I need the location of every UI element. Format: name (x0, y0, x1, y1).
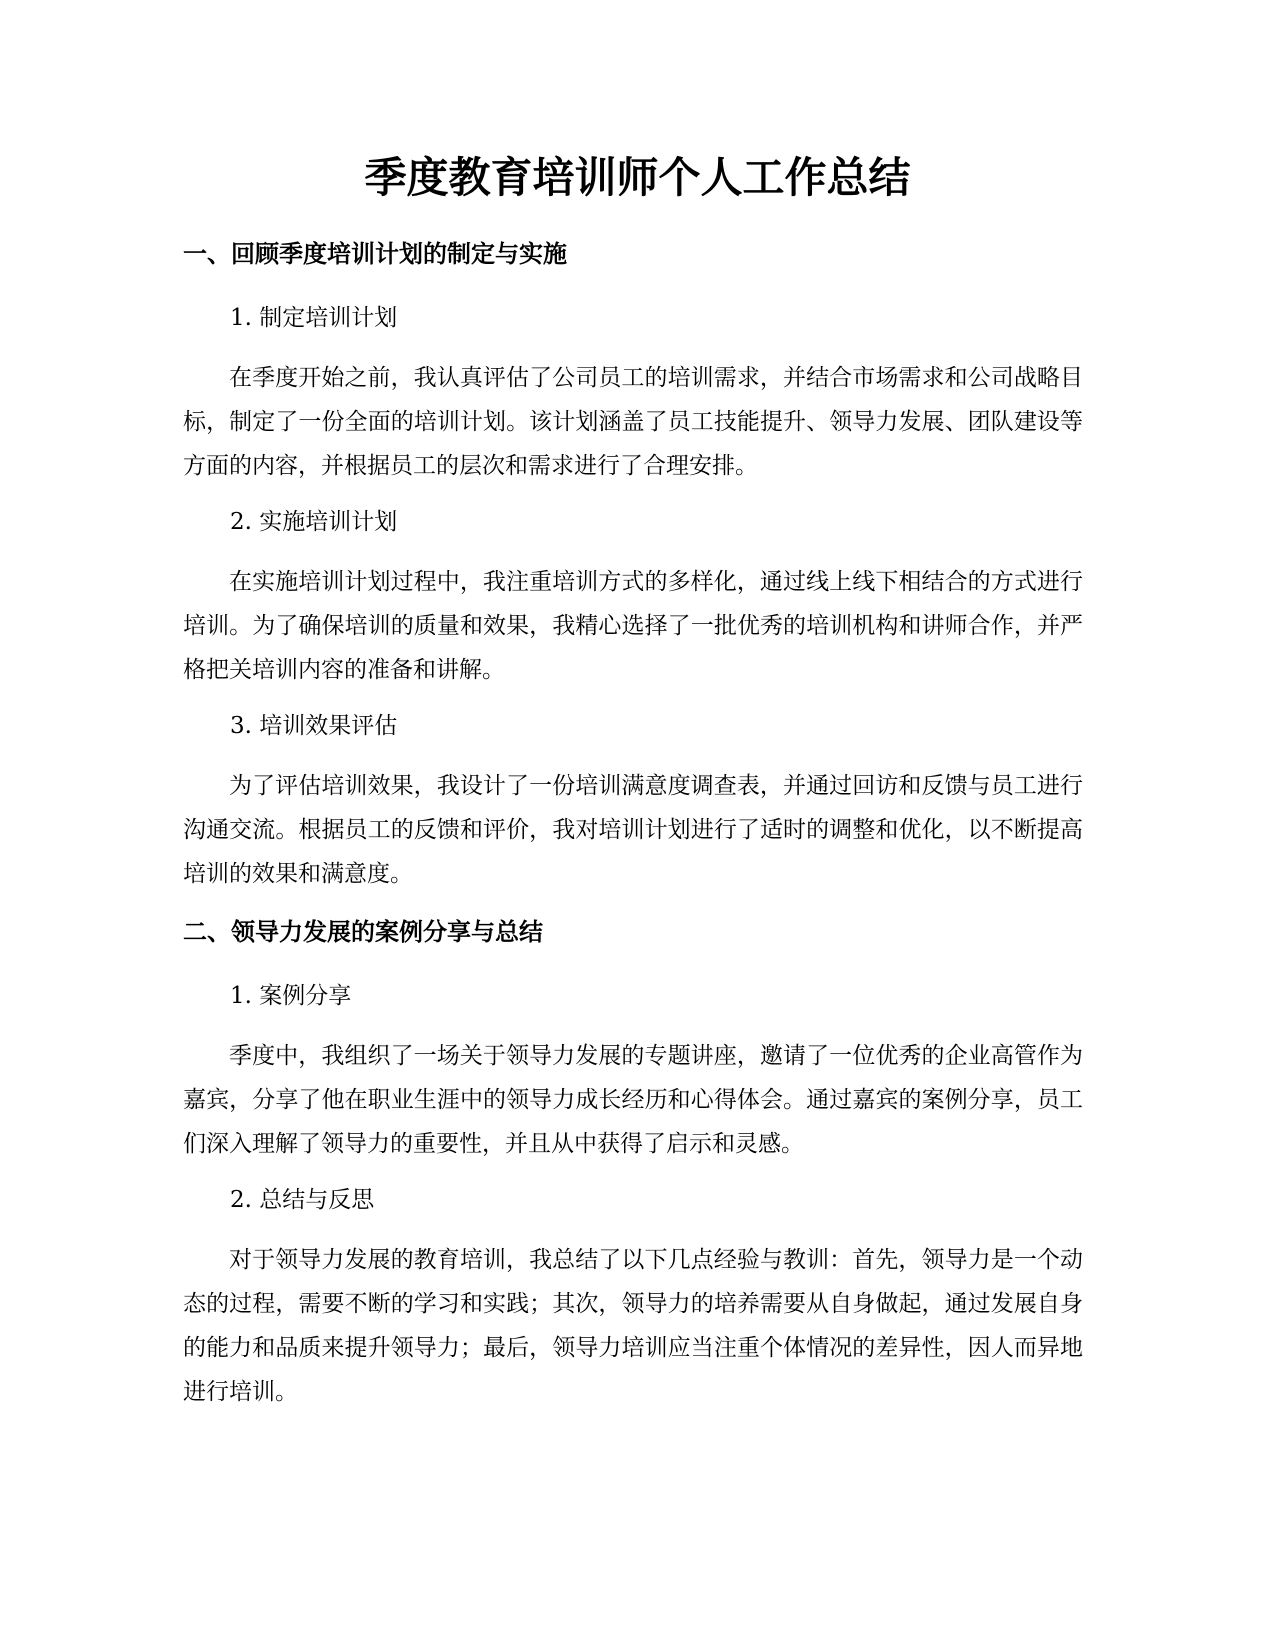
subheading-1-3: 3. 培训效果评估 (230, 713, 398, 739)
paragraph-1-1: 在季度开始之前，我认真评估了公司员工的培训需求，并结合市场需求和公司战略目标，制定了一份全面的培训计划。该计划涵盖了员工技能提升、领导力发展、团队建设等方面的内容，并根据员工的层次和需求进行了合理安排。 (183, 365, 1083, 479)
section-heading-2: 二、领导力发展的案例分享与总结 (183, 918, 543, 946)
subheading-2-1: 1. 案例分享 (230, 983, 352, 1009)
subheading-2-2: 2. 总结与反思 (230, 1187, 375, 1213)
paragraph-2-2: 对于领导力发展的教育培训，我总结了以下几点经验与教训：首先，领导力是一个动态的过程，需要不断的学习和实践；其次，领导力的培养需要从自身做起，通过发展自身的能力和品质来提升领导力；最后，领导力培训应当注重个体情况的差异性，因人而异地进行培训。 (183, 1247, 1083, 1405)
document-title: 季度教育培训师个人工作总结 (364, 153, 911, 202)
paragraph-1-2: 在实施培训计划过程中，我注重培训方式的多样化，通过线上线下相结合的方式进行培训。为了确保培训的质量和效果，我精心选择了一批优秀的培训机构和讲师合作，并严格把关培训内容的准备和讲解。 (183, 569, 1083, 683)
subheading-1-1: 1. 制定培训计划 (230, 305, 398, 331)
paragraph-2-1: 季度中，我组织了一场关于领导力发展的专题讲座，邀请了一位优秀的企业高管作为嘉宾，分享了他在职业生涯中的领导力成长经历和心得体会。通过嘉宾的案例分享，员工们深入理解了领导力的重要性，并且从中获得了启示和灵感。 (183, 1043, 1083, 1157)
section-heading-1: 一、回顾季度培训计划的制定与实施 (183, 240, 567, 268)
paragraph-1-3: 为了评估培训效果，我设计了一份培训满意度调查表，并通过回访和反馈与员工进行沟通交流。根据员工的反馈和评价，我对培训计划进行了适时的调整和优化，以不断提高培训的效果和满意度。 (183, 773, 1083, 887)
subheading-1-2: 2. 实施培训计划 (230, 509, 398, 535)
